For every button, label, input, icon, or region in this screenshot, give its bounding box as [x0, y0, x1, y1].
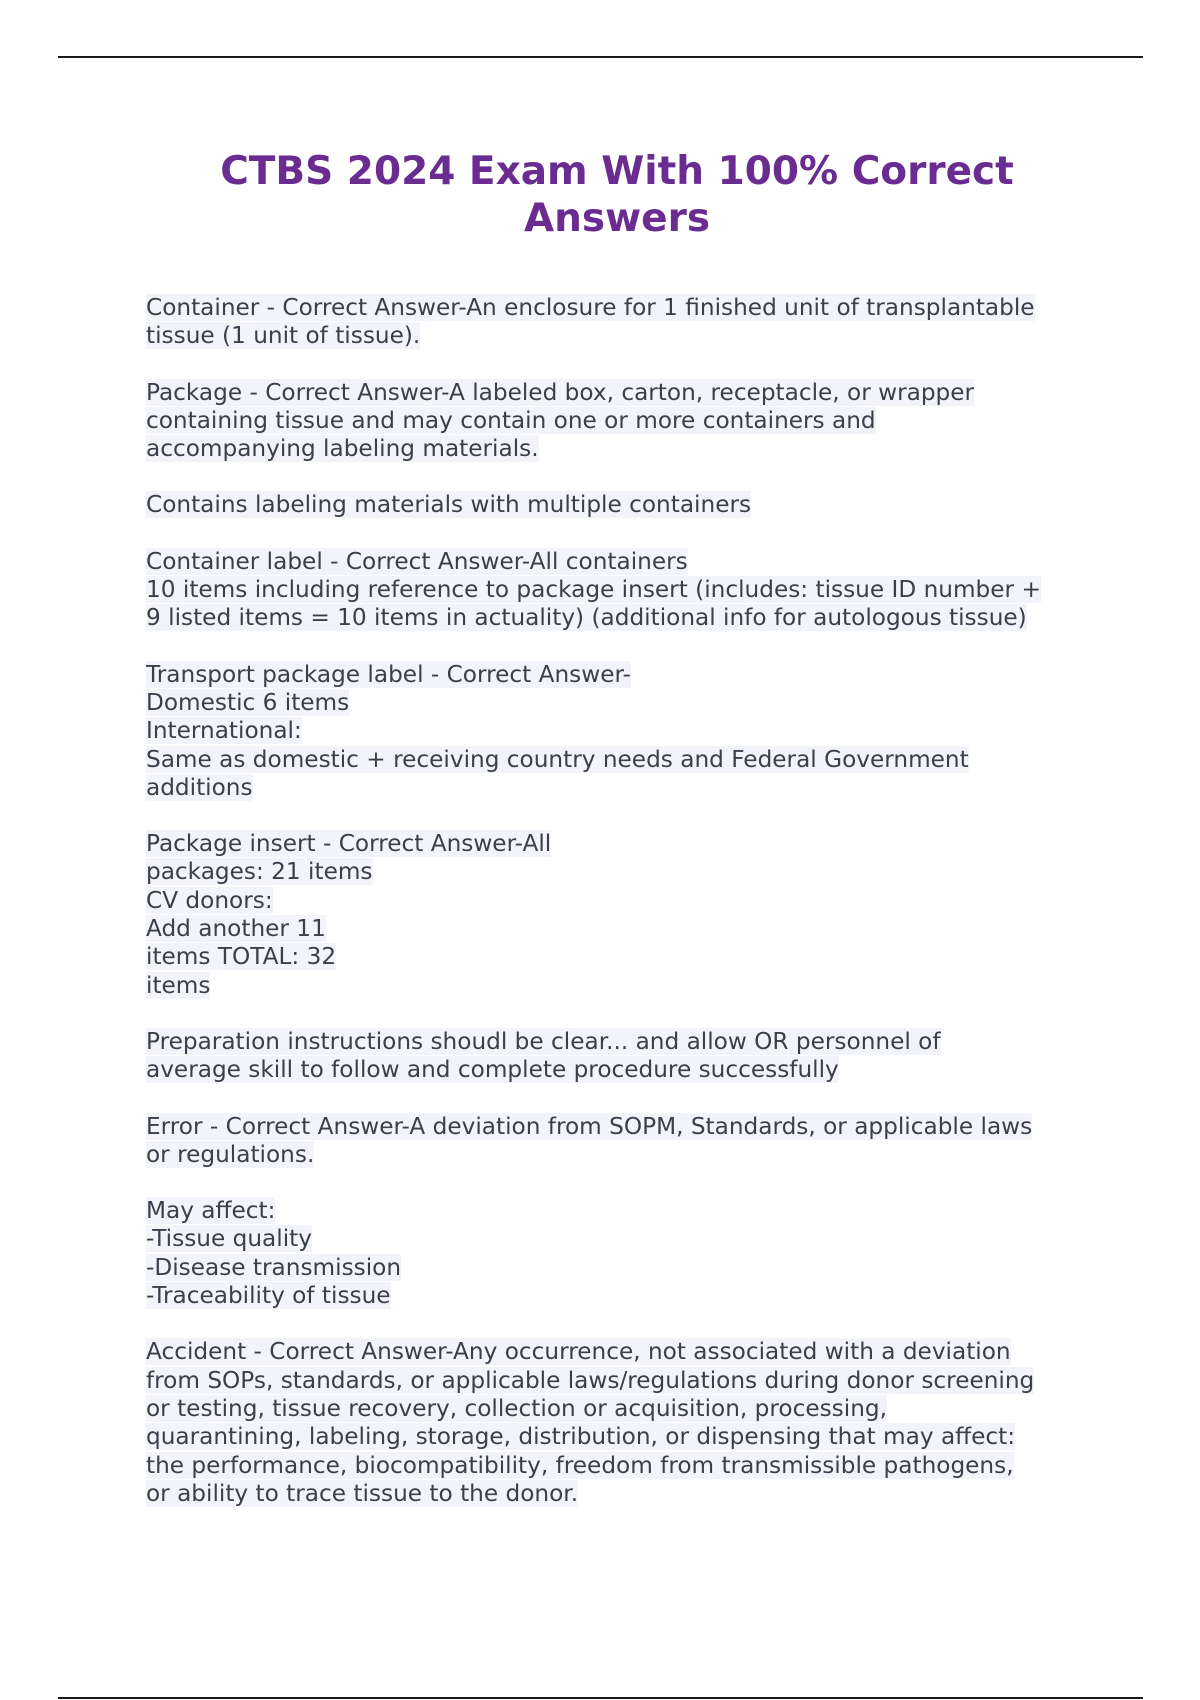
- paragraph-line-text: additions: [146, 773, 253, 801]
- paragraph-line: [146, 1480, 1096, 1508]
- top-rule: [58, 56, 1143, 58]
- paragraph-line: [146, 717, 1096, 745]
- paragraph-line: [146, 1282, 1096, 1310]
- paragraph: [146, 491, 1096, 519]
- paragraph-line-text: items: [146, 971, 211, 999]
- paragraph-line-text: Container - Correct Answer-An enclosure for 1 finished unit of transplantable: [146, 294, 1035, 321]
- paragraph-line-text: Error - Correct Answer-A deviation from SOPM, Standards, or applicable laws: [146, 1112, 1033, 1140]
- paragraph-line: [146, 1367, 1096, 1395]
- paragraph-line: [146, 689, 1096, 717]
- paragraph-line: [146, 1225, 1096, 1253]
- paragraph-line: [146, 915, 1096, 943]
- paragraph-line: [146, 1338, 1096, 1366]
- paragraph-line-text: average skill to follow and complete procedure successfully: [146, 1056, 839, 1084]
- paragraph-line-text: Accident - Correct Answer-Any occurrence, not associated with a deviation: [146, 1338, 1011, 1366]
- paragraph-line: [146, 379, 1096, 407]
- paragraph-line-text: CV donors:: [146, 886, 273, 914]
- paragraph-line-text: Preparation instructions shoudl be clear... and allow OR personnel of: [146, 1027, 941, 1055]
- paragraph-line-text: Same as domestic + receiving country needs and Federal Government: [146, 745, 969, 773]
- paragraph-line: [146, 887, 1096, 915]
- paragraph-line: [146, 1395, 1096, 1423]
- paragraph-line-text: items TOTAL: 32: [146, 943, 337, 971]
- paragraph-line-text: -Traceability of tissue: [146, 1282, 391, 1310]
- paragraph-line: [146, 604, 1096, 632]
- paragraph-line-text: May affect:: [146, 1197, 276, 1225]
- bottom-rule: [58, 1697, 1143, 1699]
- paragraph-line: [146, 774, 1096, 802]
- paragraph-line: [146, 1141, 1096, 1169]
- paragraph: [146, 548, 1096, 633]
- paragraph-line-text: or ability to trace tissue to the donor.: [146, 1479, 579, 1507]
- paragraph-line: [146, 1028, 1096, 1056]
- paragraph-line-text: Package - Correct Answer-A labeled box, carton, receptacle, or wrapper: [146, 378, 975, 406]
- paragraph-line-text: from SOPs, standards, or applicable laws/regulations during donor screening: [146, 1366, 1035, 1394]
- paragraph-line: [146, 943, 1096, 971]
- paragraph-line: [146, 830, 1096, 858]
- paragraph-line-text: 10 items including reference to package insert (includes: tissue ID number +: [146, 576, 1041, 604]
- paragraph-line: [146, 491, 1096, 519]
- document-title: [160, 148, 1074, 242]
- paragraph-line-text: Transport package label - Correct Answer-: [146, 660, 631, 688]
- paragraph-line-text: 9 listed items = 10 items in actuality) (additional info for autologous tissue): [146, 604, 1027, 632]
- paragraph-line: [146, 1423, 1096, 1451]
- paragraph-line: [146, 435, 1096, 463]
- paragraph-line: [146, 294, 1096, 322]
- paragraph-line-text: Package insert - Correct Answer-All: [146, 830, 552, 858]
- paragraph-line-text: Domestic 6 items: [146, 688, 350, 716]
- paragraph-line: [146, 746, 1096, 774]
- paragraph-line-text: -Tissue quality: [146, 1225, 312, 1253]
- paragraph: [146, 661, 1096, 802]
- paragraph-line-text: packages: 21 items: [146, 858, 373, 886]
- paragraph-line-text: Contains labeling materials with multiple containers: [146, 491, 752, 519]
- paragraph: [146, 379, 1096, 464]
- paragraph: [146, 830, 1096, 1000]
- paragraph: [146, 1197, 1096, 1310]
- title-line-1: CTBS 2024 Exam With 100% Correct: [220, 149, 1014, 194]
- paragraph-line: [146, 1254, 1096, 1282]
- paragraph-line: [146, 1113, 1096, 1141]
- paragraph-line-text: or regulations.: [146, 1140, 315, 1168]
- paragraph-line-text: Add another 11: [146, 915, 326, 943]
- paragraph-line: [146, 407, 1096, 435]
- paragraph: [146, 294, 1096, 351]
- paragraph-line-text: or testing, tissue recovery, collection or acquisition, processing,: [146, 1394, 887, 1422]
- paragraph-line: [146, 1452, 1096, 1480]
- paragraph-line: [146, 548, 1096, 576]
- paragraph: [146, 1113, 1096, 1170]
- paragraph-line-text: Container label - Correct Answer-All containers: [146, 547, 688, 575]
- paragraph-line: [146, 661, 1096, 689]
- paragraph-line-text: containing tissue and may contain one or more containers and: [146, 406, 876, 434]
- paragraph-line: [146, 972, 1096, 1000]
- paragraph: [146, 1028, 1096, 1085]
- paragraph-line-text: -Disease transmission: [146, 1253, 402, 1281]
- paragraph: [146, 1338, 1096, 1508]
- paragraph-line-text: tissue (1 unit of tissue).: [146, 322, 421, 350]
- paragraph-line: [146, 1056, 1096, 1084]
- paragraph-line-text: quarantining, labeling, storage, distribution, or dispensing that may affect:: [146, 1423, 1016, 1451]
- paragraph-line-text: International:: [146, 717, 302, 745]
- paragraph-line-text: the performance, biocompatibility, freedom from transmissible pathogens,: [146, 1451, 1014, 1479]
- paragraph-line: [146, 858, 1096, 886]
- paragraph-line: [146, 322, 1096, 350]
- paragraph-line: [146, 576, 1096, 604]
- paragraph-line: [146, 1197, 1096, 1225]
- title-line-2: Answers: [523, 196, 711, 241]
- paragraph-line-text: accompanying labeling materials.: [146, 435, 539, 463]
- document-body: [146, 294, 1096, 1536]
